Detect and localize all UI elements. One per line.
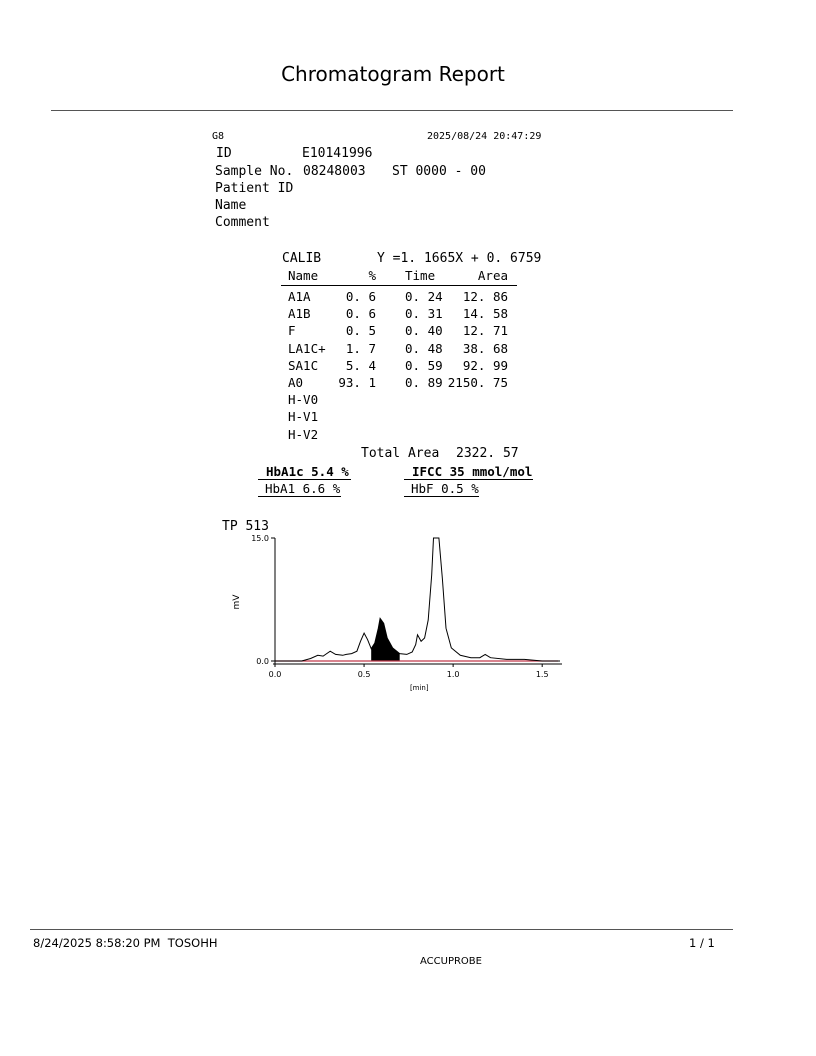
cell-area: 14. 58 xyxy=(462,306,508,322)
hba1c-result: HbA1c 5.4 % xyxy=(266,464,349,479)
cell-pct: 0. 6 xyxy=(345,306,376,322)
cell-pct: 1. 7 xyxy=(345,340,376,356)
cell-pct: 0. 5 xyxy=(345,323,376,339)
hbf-underline xyxy=(404,496,479,497)
name-label: Name xyxy=(215,198,247,213)
report-datetime: 2025/08/24 20:47:29 xyxy=(427,131,542,142)
total-area-label: Total Area xyxy=(361,446,440,461)
col-header-time: Time xyxy=(405,268,436,283)
id-label: ID xyxy=(216,146,232,161)
x-axis-label: [min] xyxy=(409,684,429,692)
cell-name: A0 xyxy=(288,375,304,390)
footer-source: ACCUPROBE xyxy=(420,956,482,967)
tp-label: TP 513 xyxy=(222,519,269,534)
cell-time: 0. 89 xyxy=(405,375,443,390)
chromatogram-chart xyxy=(205,520,575,695)
ifcc-result: IFCC 35 mmol/mol xyxy=(412,464,533,479)
x-tick-label: 1.5 xyxy=(535,670,549,679)
cell-area: 12. 86 xyxy=(462,289,508,304)
cell-name: SA1C xyxy=(288,357,319,373)
cell-name: F xyxy=(288,323,296,339)
calib-equation: Y =1. 1665X + 0. 6759 xyxy=(377,251,542,266)
cell-name: H-V0 xyxy=(288,392,319,408)
hba1-underline xyxy=(258,496,341,497)
y-tick-label: 15.0 xyxy=(251,534,269,543)
x-tick-label: 1.0 xyxy=(446,670,460,679)
cell-name: A1A xyxy=(288,289,311,304)
hbf-result: HbF 0.5 % xyxy=(411,481,479,496)
footer-timestamp: 8/24/2025 8:58:20 PM TOSOHH xyxy=(33,936,218,950)
cell-time: 0. 59 xyxy=(405,357,443,373)
y-axis-label: mV xyxy=(232,594,242,610)
header-divider xyxy=(51,110,733,111)
cell-time: 0. 48 xyxy=(405,340,443,356)
cell-pct: 93. 1 xyxy=(338,375,376,390)
cell-area: 92. 99 xyxy=(462,357,508,373)
comment-label: Comment xyxy=(215,215,270,230)
cell-pct: 5. 4 xyxy=(345,357,376,373)
cell-time: 0. 31 xyxy=(405,306,443,322)
hba1c-underline xyxy=(258,479,351,480)
cell-name: LA1C+ xyxy=(288,340,326,356)
signal-line xyxy=(275,538,560,661)
cell-area: 2150. 75 xyxy=(447,375,508,390)
sample-no-value: 08248003 xyxy=(303,164,366,179)
table-header-rule xyxy=(281,285,517,286)
sample-no-label: Sample No. xyxy=(215,164,294,179)
cell-name: H-V1 xyxy=(288,409,319,425)
x-tick-label: 0.0 xyxy=(268,670,282,679)
x-tick-label: 0.5 xyxy=(357,670,371,679)
hba1-result: HbA1 6.6 % xyxy=(265,481,341,496)
page-number: 1 / 1 xyxy=(689,936,715,950)
calib-label: CALIB xyxy=(282,251,322,266)
y-tick-label: 0.0 xyxy=(256,657,269,666)
cell-name: A1B xyxy=(288,306,311,322)
cell-area: 38. 68 xyxy=(462,340,508,356)
cell-name: H-V2 xyxy=(288,426,319,442)
total-area-value: 2322. 57 xyxy=(456,446,519,461)
cell-time: 0. 24 xyxy=(405,289,443,304)
ifcc-underline xyxy=(404,479,533,480)
device-label: G8 xyxy=(212,131,225,142)
page-title: Chromatogram Report xyxy=(281,62,505,86)
col-header-name: Name xyxy=(288,268,319,283)
st-value: ST 0000 - 00 xyxy=(392,164,486,179)
cell-pct: 0. 6 xyxy=(345,289,376,304)
cell-area: 12. 71 xyxy=(462,323,508,339)
patient-id-label: Patient ID xyxy=(215,181,294,196)
cell-time: 0. 40 xyxy=(405,323,443,339)
id-value: E10141996 xyxy=(302,146,373,161)
footer-divider xyxy=(30,929,733,930)
